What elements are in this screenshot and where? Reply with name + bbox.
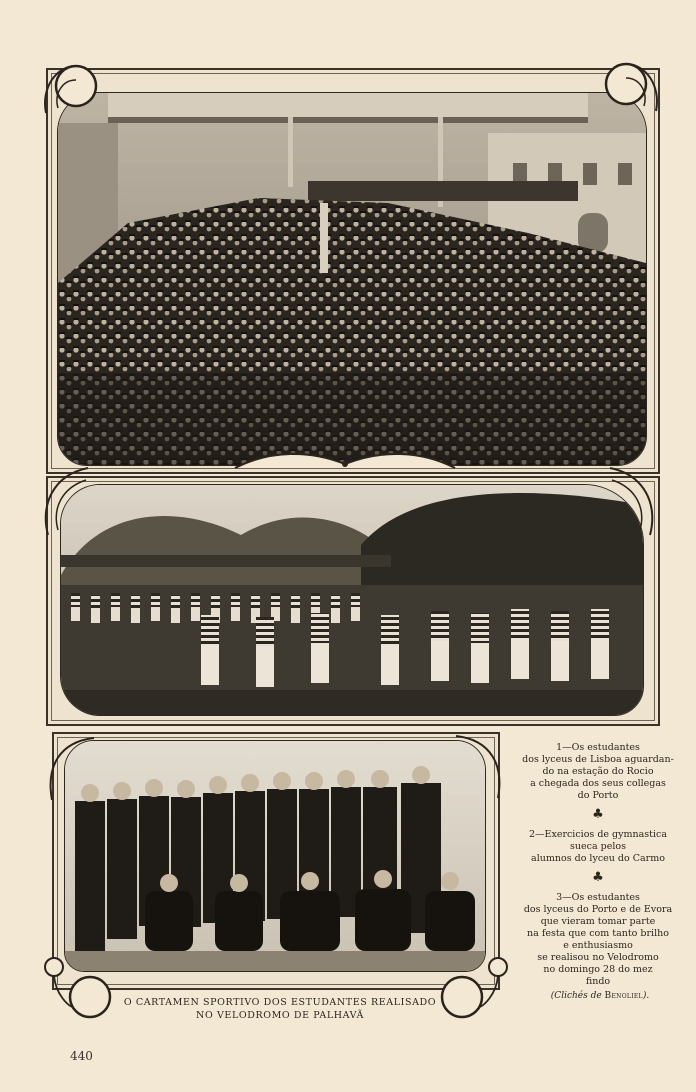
credit-suffix: ). [642,991,650,1001]
photo-3-image [65,741,485,971]
photo-1-crowd-station [57,92,647,466]
photo-2-image [61,485,643,715]
caption-1: 1—Os estudantes dos lyceus de Lisboa aguardan- do na estação do Rocio a chegada dos seus collegas do Porto [522,742,674,801]
photo-3-bottom-left-ornament [40,945,120,1025]
photo-1-top-right-ornament [596,56,666,116]
club-icon: ♣ [592,807,604,822]
caption-3: 3—Os estudantes dos lyceus do Porto e de Evora que vieram tomar parte na festa que com tanto brilho e enthusiasmo se realisou no Velodromo no domingo 28 do mez findo [523,892,673,987]
club-icon: ♣ [592,870,604,885]
photo-1-image [58,93,646,465]
credit-photographer: Benoliel [604,991,643,1001]
page-number: 440 [70,1049,93,1063]
photo-3-group-portrait [64,740,486,972]
photo-credit [520,991,680,1001]
photo-1-top-left-ornament [36,58,106,118]
photo-3-top-right-ornament [446,730,506,800]
caption-2: 2—Exercicios de gymnastica sueca pelos alumnos do lyceu do Carmo [528,829,667,864]
credit-prefix: (Clichés de [550,991,605,1001]
photo-2-left-ornament [38,460,98,540]
photo-2-gymnastics [60,484,644,716]
page-title: O CARTAMEN SPORTIVO DOS ESTUDANTES REALISADO NO VELODROMO DE PALHAVÃ [123,997,437,1021]
photo-2-right-ornament [600,460,660,540]
captions-column [512,742,684,988]
photo-1-bottom-ornament [230,448,460,478]
photo-3-top-left-ornament [44,732,104,802]
